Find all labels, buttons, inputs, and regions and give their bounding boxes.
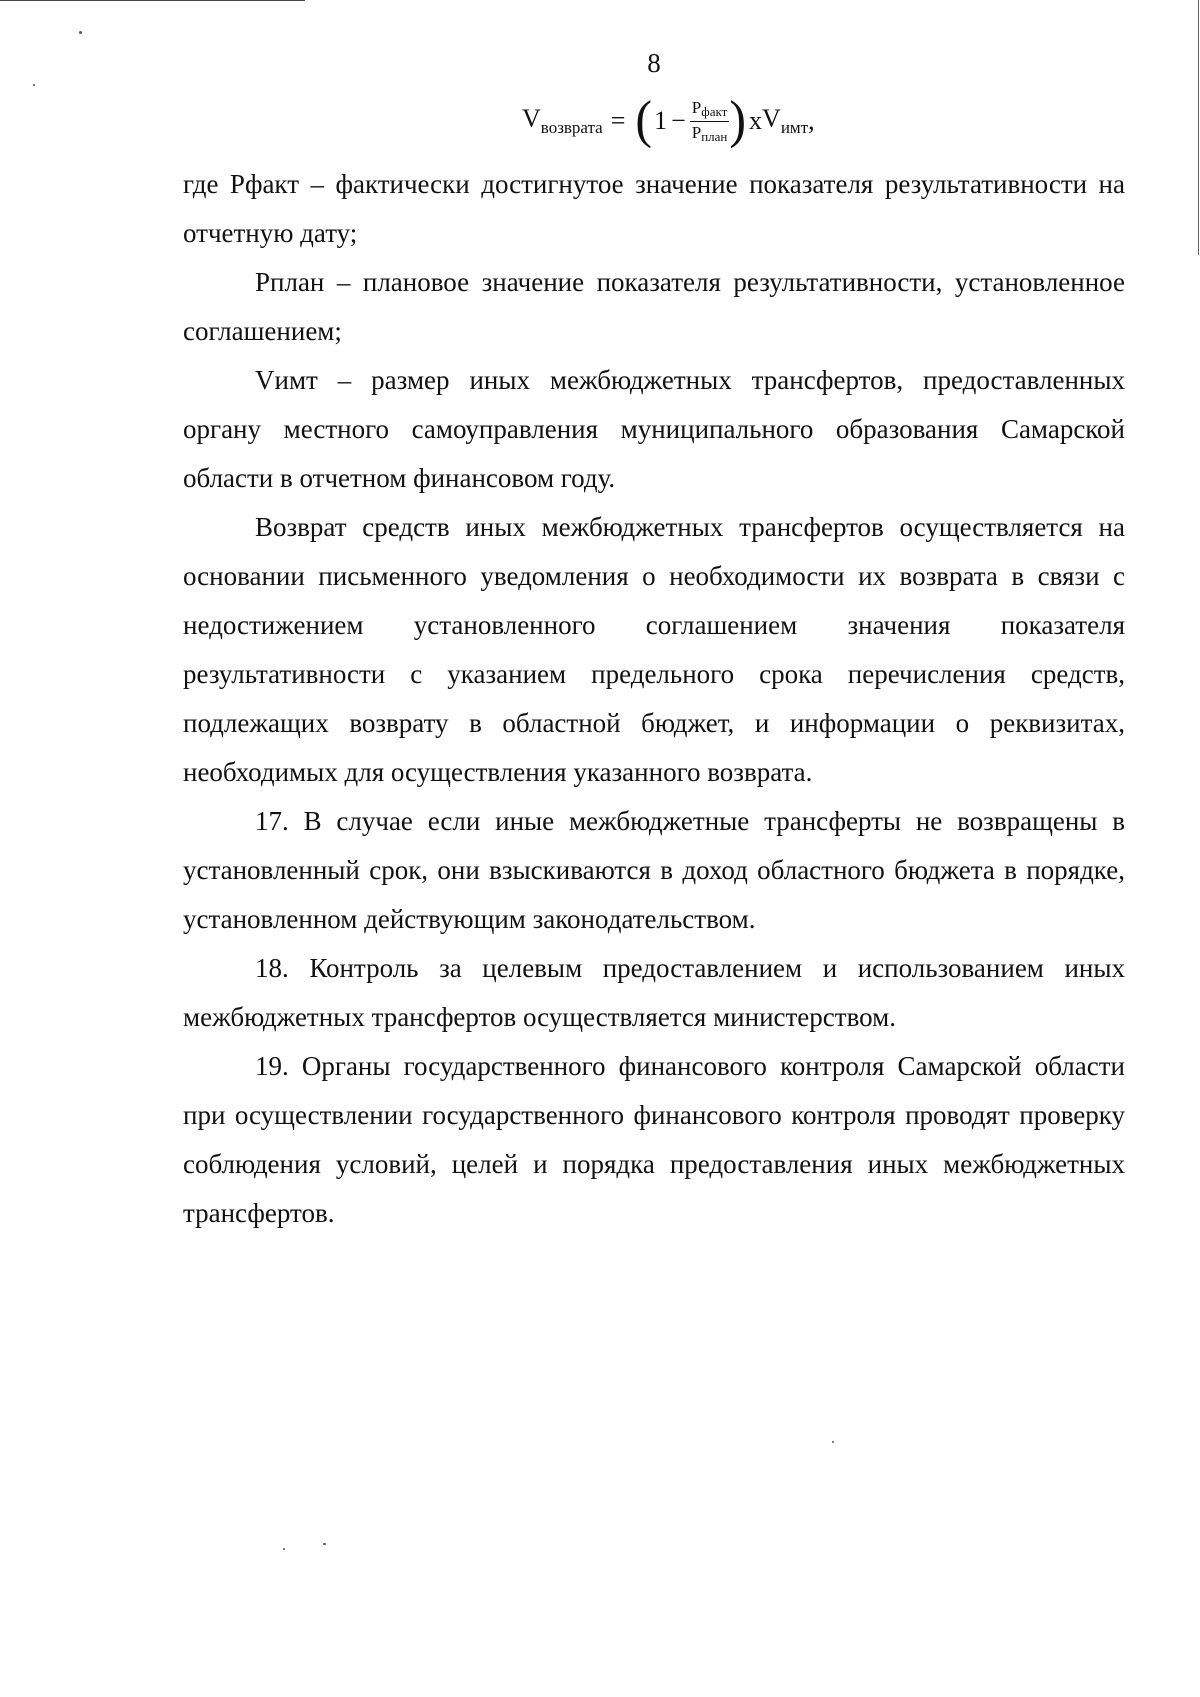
formula-rhs: $V_{имт}$ xyxy=(762,104,809,137)
formula-minus: − xyxy=(671,106,686,135)
formula-equals: = xyxy=(610,106,626,135)
fraction-denominator: $P_{план}$ xyxy=(691,122,728,144)
formula-open-paren: ( xyxy=(635,89,653,149)
clause-18: 18. Контроль за целевым предоставлением и использованием иных межбюджетных трансфертов осуществляется министерством. xyxy=(183,953,1125,1032)
formula-times: x xyxy=(749,106,763,135)
fraction-numerator: $P_{факт}$ xyxy=(690,99,730,122)
page-number: 8 xyxy=(647,48,661,78)
scan-speck xyxy=(832,1441,834,1443)
scan-speck xyxy=(33,84,35,86)
scan-speck xyxy=(79,31,82,34)
scan-speck xyxy=(283,1548,285,1550)
scan-speck xyxy=(323,1543,326,1545)
definition-pfact: где Рфакт – фактически достигнутое значение показателя результативности на отчетную дату; xyxy=(183,169,1125,248)
refund-formula xyxy=(522,89,815,150)
formula-trail: , xyxy=(808,106,815,135)
paragraph-refund: Возврат средств иных межбюджетных трансфертов осуществляется на основании письменного уведомления о необходимости их возврата в связи с недостижением установленного соглашением значения показателя результативности с указанием предельного срока перечисления средств, подлежащих возврату в областной бюджет, и информации о реквизитах, необходимых для осуществления указанного возврата. xyxy=(183,512,1125,787)
formula-fraction xyxy=(690,99,730,143)
definition-vimt: Vимт – размер иных межбюджетных трансфертов, предоставленных органу местного самоуправления муниципального образования Самарской области в отчетном финансовом году. xyxy=(183,365,1125,493)
formula-close-paren: ) xyxy=(729,89,747,149)
scan-edge-right xyxy=(1198,0,1199,255)
clause-17: 17. В случае если иные межбюджетные трансферты не возвращены в установленный срок, они взыскиваются в доход областного бюджета в порядке, установленном действующим законодательством. xyxy=(183,806,1125,934)
document-body xyxy=(183,160,1125,1238)
scan-edge-top xyxy=(0,0,305,1)
clause-19: 19. Органы государственного финансового контроля Самарской области при осуществлении государственного финансового контроля проводят проверку соблюдения условий, целей и порядка предоставления иных межбюджетных трансфертов. xyxy=(183,1051,1125,1228)
formula-one: 1 xyxy=(654,106,668,135)
formula-lhs: $V_{возврата}$ xyxy=(522,104,603,137)
definition-pplan: Рплан – плановое значение показателя результативности, установленное соглашением; xyxy=(183,267,1125,346)
